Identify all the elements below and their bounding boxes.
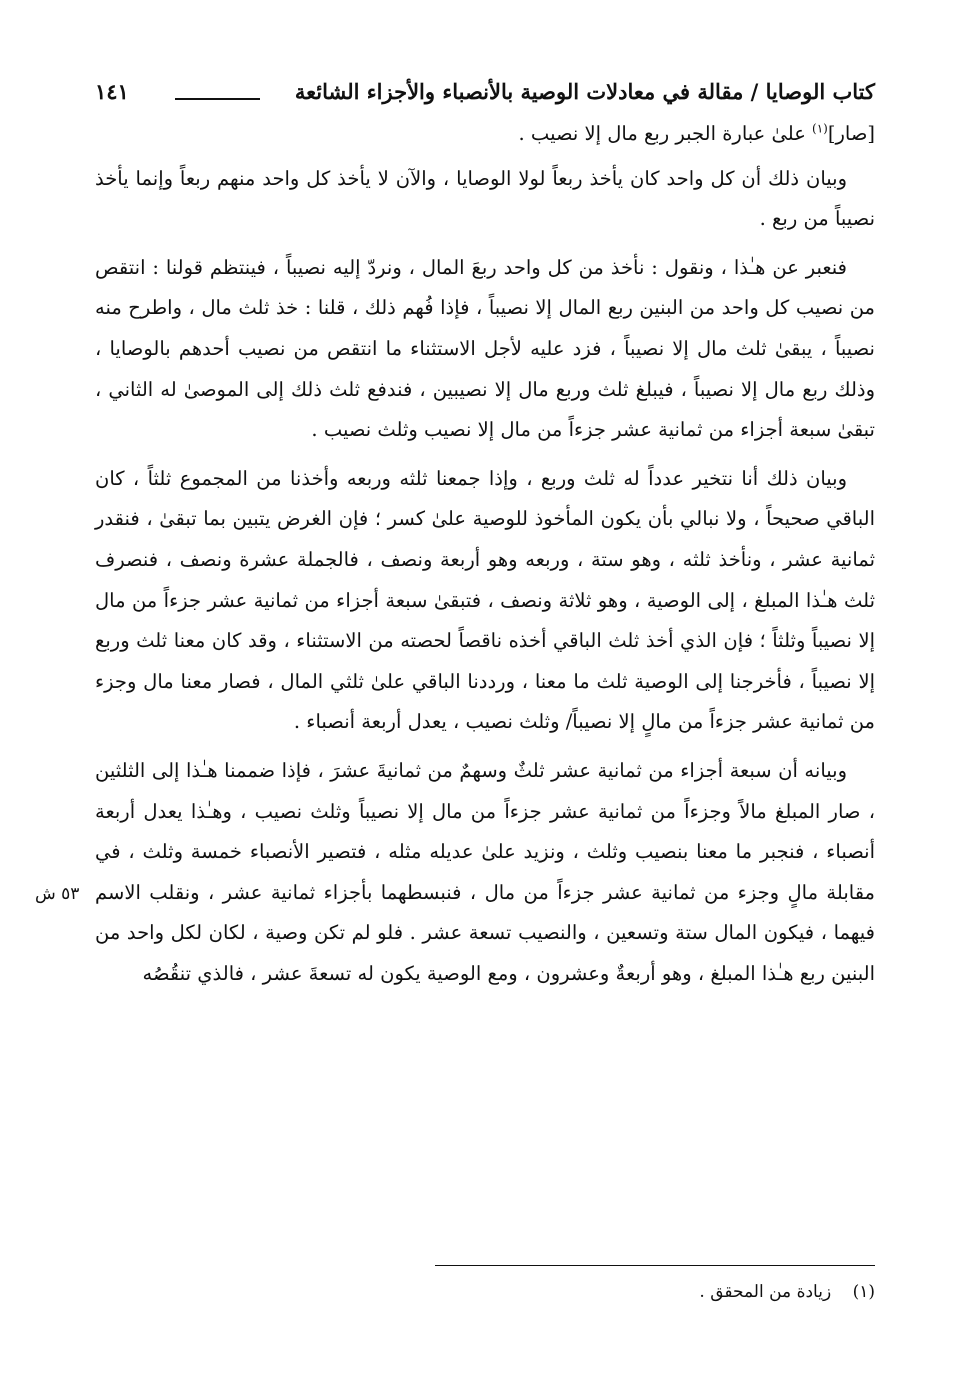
paragraph-2: وبيان ذلك أن كل واحد كان يأخذ ربعاً لولا الوصايا ، والآن لا يأخذ كل واحد منهم ربعاً وإنما يأخذ نصيباً من ربع .	[95, 166, 875, 231]
paragraph-5: وبيانه أن سبعة أجزاء من ثمانية عشر ثلثٌ وسهمٌ من ثمانيةَ عشرَ ، فإذا ضممنا هـٰذا إلى الثلثين ، صار المبلغ مالاً وجزءاً من ثمانية عشر جزءاً من مال إلا نصيباً وثلث نصيب ، وهـٰذا يعدل أربعة أنصباء ، فنجبر ما معنا بنصيب وثلث ، ونزيد علىٰ عديله مثله ، فتصير الأنصباء خمسة وثلث ، في مقابلة مالٍ وجزء من ثمانية عشر جزءاً من مال ، فنبسطهما بأجزاء ثمانية عشر ، ونقلب الاسم فيهما ، فيكون المال ستة وتسعين ، والنصيب تسعة عشر . فلو لم تكن وصية ، لكان لكل واحد من البنين ربع هـٰذا المبلغ ، وهو أربعةٌ وعشرون ، ومع الوصية يكون له تسعةَ عشر ، فالذي تنقُصُه	[95, 758, 875, 985]
footnote-rule	[435, 1265, 875, 1266]
margin-note: ٥٣ ش	[35, 884, 80, 904]
footnote-marker: (١)	[812, 121, 828, 136]
body-text	[95, 114, 875, 994]
paragraph-4: وبيان ذلك أنا نتخير عدداً له ثلث وربع ، وإذا جمعنا ثلثه وربعه وأخذنا من المجموع ثلثاً ، كان الباقي صحيحاً ، ولا نبالي بأن يكون المأخوذ للوصية علىٰ كسر ؛ فإن الغرض يتبين بما تبقىٰ ، فنقدر ثمانية عشر ، ونأخذ ثلثه ، وهو ستة ، وربعه وهو أربعة ونصف ، فالجملة عشرة ونصف ، فنصرف ثلث هـٰذا المبلغ ، إلى الوصية ، وهو ثلاثة ونصف ، فتبقىٰ سبعة أجزاء من ثمانية عشر جزءاً من مال إلا نصيباً وثلثاً ؛ فإن الذي أخذ ثلث الباقي أخذه ناقصاً لحصته من الاستثناء ، وقد كان معنا ثلث وربع إلا نصيباً ، فأخرجنا إلى الوصية ثلث ما معنا ، ورددنا الباقي علىٰ ثلثي المال ، فصار معنا مال وجزء من ثمانية عشر جزءاً من مالٍ إلا نصيباً/ وثلث نصيب ، يعدل أربعة أنصباء .	[95, 466, 875, 734]
footnote	[699, 1282, 875, 1302]
page-number: ١٤١	[95, 79, 129, 104]
footnote-text: زيادة من المحقق .	[699, 1282, 832, 1302]
paragraph-text: علىٰ عبارة الجبر ربع مال إلا نصيب .	[518, 122, 813, 145]
footnote-number: (١)	[852, 1282, 875, 1302]
running-header	[95, 70, 875, 114]
header-rule	[175, 98, 260, 100]
paragraph-1	[95, 114, 875, 155]
bracket-insertion: [صار]	[827, 122, 875, 145]
header-title: كتاب الوصايا / مقالة في معادلات الوصية بالأنصباء والأجزاء الشائعة	[294, 79, 875, 104]
page	[95, 70, 875, 1002]
paragraph-3: فنعبر عن هـٰذا ، ونقول : نأخذ من كل واحد ربعَ المال ، ونردّ إليه نصيباً ، فينتظم قولنا : انتقص من نصيب كل واحد من البنين ربع المال إلا نصيباً ، فإذا فُهم ذلك ، قلنا : خذ ثلث مال ، واطرح منه نصيباً ، يبقىٰ ثلث مال إلا نصيباً ، فزد عليه لأجل الاستثناء ما انتقص من نصيب أحدهم بالوصايا ، وذلك ربع مال إلا نصيباً ، فيبلغ ثلث وربع مال إلا نصيبين ، فندفع ثلث ذلك إلى الموصىٰ له الثاني ، تبقىٰ سبعة أجزاء من ثمانية عشر جزءاً من مال إلا نصيب وثلث نصيب .	[95, 255, 875, 442]
